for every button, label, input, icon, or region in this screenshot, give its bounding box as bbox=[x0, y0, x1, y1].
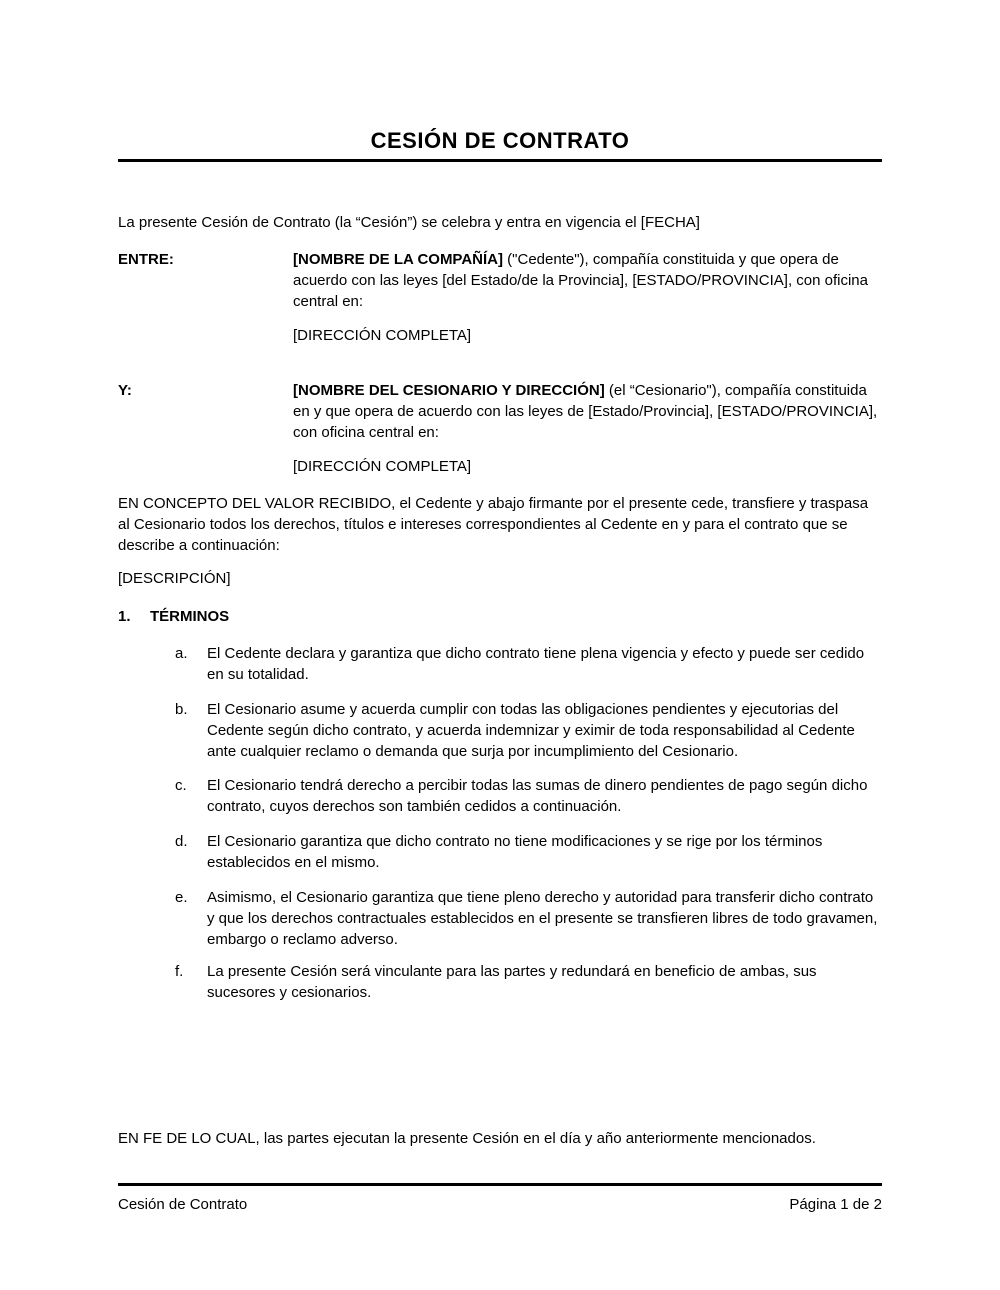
terms-section-heading bbox=[118, 606, 882, 627]
party-label: Y: bbox=[118, 382, 132, 399]
term-text: Asimismo, el Cesionario garantiza que tiene pleno derecho y autoridad para transferir dicho contrato y que los derechos contractuales establecidos en el presente se transfieren libres de todo gravamen, embargo o reclamo adverso. bbox=[207, 889, 878, 948]
term-letter: b. bbox=[175, 701, 188, 718]
party-name: [NOMBRE DE LA COMPAÑÍA] bbox=[293, 251, 503, 268]
term-text: El Cesionario garantiza que dicho contrato no tiene modificaciones y se rige por los términos establecidos en el mismo. bbox=[207, 833, 823, 871]
term-text: La presente Cesión será vinculante para las partes y redundará en beneficio de ambas, sus sucesores y cesionarios. bbox=[207, 963, 817, 1001]
term-letter: c. bbox=[175, 777, 187, 794]
page-title: CESIÓN DE CONTRATO bbox=[118, 128, 882, 162]
term-item-e bbox=[175, 887, 882, 950]
footer-page-number: Página 1 de 2 bbox=[789, 1196, 882, 1213]
term-letter: d. bbox=[175, 833, 188, 850]
party-address: [DIRECCIÓN COMPLETA] bbox=[293, 458, 472, 475]
term-text: El Cesionario tendrá derecho a percibir todas las sumas de dinero pendientes de pago según dicho contrato, cuyos derechos son también cedidos a continuación. bbox=[207, 777, 868, 815]
description-placeholder: [DESCRIPCIÓN] bbox=[118, 570, 231, 587]
party-row-y bbox=[118, 380, 882, 443]
term-text: El Cesionario asume y acuerda cumplir con todas las obligaciones pendientes y ejecutorias del Cedente según dicho contrato, y acuerda indemnizar y eximir de toda responsabilidad al Cedente ante cualquier reclamo o demanda que surja por incumplimiento del Cesionario. bbox=[207, 701, 855, 760]
party-description-text: (el “Cesionario"), compañía constituida en y que opera de acuerdo con las leyes de [Estado/Provincia], [ESTADO/PROVINCIA], con oficina central en: bbox=[293, 382, 878, 441]
party-label: ENTRE: bbox=[118, 251, 174, 268]
party-description bbox=[293, 380, 882, 443]
party-row-entre bbox=[118, 249, 882, 312]
term-item-d bbox=[175, 831, 882, 873]
footer-document-title: Cesión de Contrato bbox=[118, 1196, 248, 1213]
term-letter: f. bbox=[175, 963, 184, 980]
intro-paragraph: La presente Cesión de Contrato (la “Cesión”) se celebra y entra en vigencia el [FECHA] bbox=[118, 214, 700, 231]
term-item-f bbox=[175, 961, 882, 1003]
term-item-c bbox=[175, 775, 882, 817]
page-footer bbox=[118, 1183, 882, 1215]
party-description-text: ("Cedente"), compañía constituida y que opera de acuerdo con las leyes [del Estado/de la Provincia], [ESTADO/PROVINCIA], con oficina central en: bbox=[293, 251, 868, 310]
term-letter: a. bbox=[175, 645, 188, 662]
terms-section-number: 1. bbox=[118, 608, 131, 625]
party-name: [NOMBRE DEL CESIONARIO Y DIRECCIÓN] bbox=[293, 382, 605, 399]
term-letter: e. bbox=[175, 889, 188, 906]
party-address: [DIRECCIÓN COMPLETA] bbox=[293, 327, 472, 344]
terms-section-title: TÉRMINOS bbox=[150, 608, 230, 625]
consideration-paragraph: EN CONCEPTO DEL VALOR RECIBIDO, el Cedente y abajo firmante por el presente cede, transfiere y traspasa al Cesionario todos los derechos, títulos e intereses correspondientes al Cedente en y para el contrato que se describe a continuación: bbox=[118, 495, 869, 554]
term-item-b bbox=[175, 699, 882, 762]
footer-divider bbox=[118, 1183, 882, 1186]
term-item-a bbox=[175, 643, 882, 685]
closing-paragraph: EN FE DE LO CUAL, las partes ejecutan la presente Cesión en el día y año anteriormente mencionados. bbox=[118, 1130, 816, 1147]
party-description bbox=[293, 249, 882, 312]
term-text: El Cedente declara y garantiza que dicho contrato tiene plena vigencia y efecto y puede ser cedido en su totalidad. bbox=[207, 645, 865, 683]
